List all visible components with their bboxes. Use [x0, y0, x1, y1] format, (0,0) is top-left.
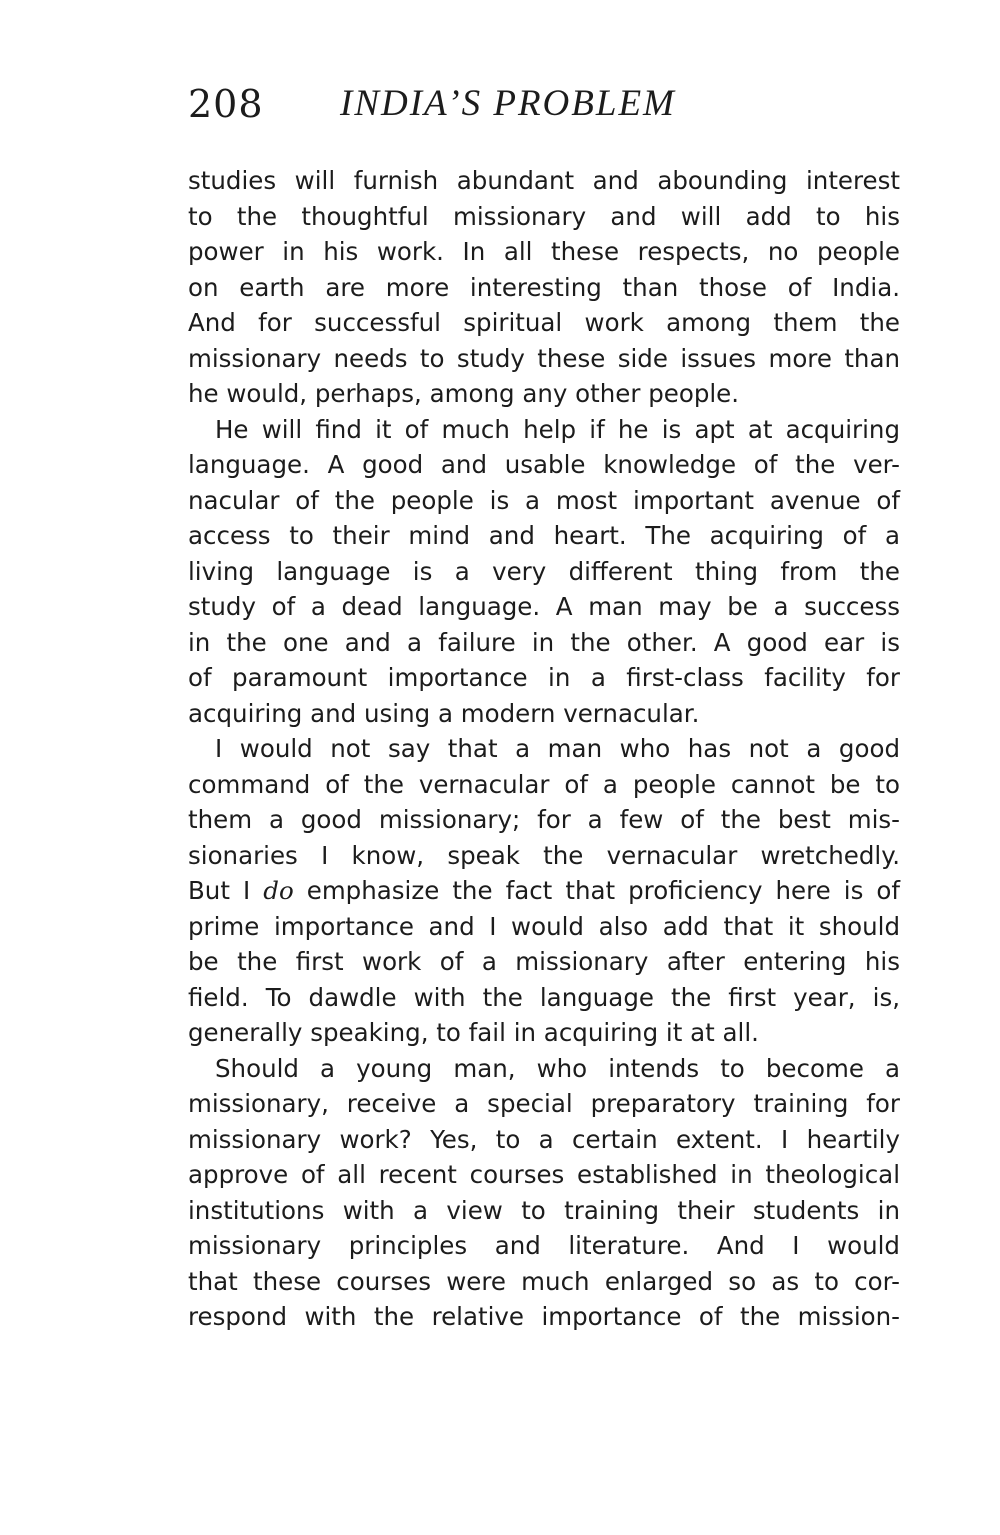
text-line: sionaries I know, speak the vernacular wretchedly. [188, 840, 900, 870]
text-line: nacular of the people is a most important avenue of [188, 485, 900, 515]
text-segment: But I [188, 876, 264, 905]
text-line: access to their mind and heart. The acquiring of a [188, 521, 900, 550]
text-line: respond with the relative importance of the mission- [188, 1302, 900, 1331]
text-line: command of the vernacular of a people cannot be to [188, 769, 900, 799]
text-line: And for successful spiritual work among them the [188, 308, 900, 337]
paragraph-3 [188, 731, 900, 1051]
text-line: he would, perhaps, among any other people. [188, 379, 740, 408]
text-line: I would not say that a man who has not a good [215, 734, 900, 763]
text-line: language. A good and usable knowledge of the ver- [188, 450, 900, 479]
text-line: He will find it of much help if he is apt at acquiring [215, 414, 900, 444]
text-line: studies will furnish abundant and abounding interest [188, 166, 900, 195]
text-line: missionary principles and literature. And I would [188, 1231, 900, 1260]
text-line: be the first work of a missionary after entering his [188, 947, 900, 976]
paragraph-4 [188, 1051, 900, 1335]
text-line: living language is a very different thing from the [188, 556, 900, 586]
body-text [188, 163, 900, 1335]
text-line: of paramount importance in a first-class facility for [188, 663, 900, 692]
running-title: INDIA’S PROBLEM [340, 83, 676, 124]
running-header [188, 82, 900, 134]
text-line: approve of all recent courses established in theological [188, 1160, 900, 1189]
text-line: acquiring and using a modern vernacular. [188, 698, 700, 728]
text-line: field. To dawdle with the language the first year, is, [188, 982, 900, 1012]
text-line: generally speaking, to fail in acquiring it at all. [188, 1018, 759, 1047]
text-line: study of a dead language. A man may be a success [188, 592, 900, 621]
text-line-with-emphasis [188, 873, 900, 909]
text-line: institutions with a view to training their students in [188, 1195, 900, 1225]
text-line: missionary, receive a special preparatory training for [188, 1089, 900, 1118]
text-line: them a good missionary; for a few of the best mis- [188, 805, 900, 834]
text-segment: emphasize the fact that proficiency here is of [293, 876, 901, 905]
text-line: prime importance and I would also add that it should [188, 911, 900, 941]
text-line: missionary work? Yes, to a certain extent. I heartily [188, 1124, 900, 1154]
paragraph-1 [188, 163, 900, 412]
text-line: that these courses were much enlarged so as to cor- [188, 1266, 900, 1296]
emphasized-word: do [263, 876, 294, 905]
text-line: missionary needs to study these side issues more than [188, 343, 900, 373]
text-line: Should a young man, who intends to become a [215, 1053, 900, 1083]
text-line: in the one and a failure in the other. A good ear is [188, 627, 900, 657]
text-line: power in his work. In all these respects, no people [188, 237, 900, 266]
paragraph-2 [188, 412, 900, 732]
page-number: 208 [188, 82, 264, 126]
text-line: on earth are more interesting than those of India. [188, 272, 900, 302]
text-line: to the thoughtful missionary and will add to his [188, 201, 900, 231]
